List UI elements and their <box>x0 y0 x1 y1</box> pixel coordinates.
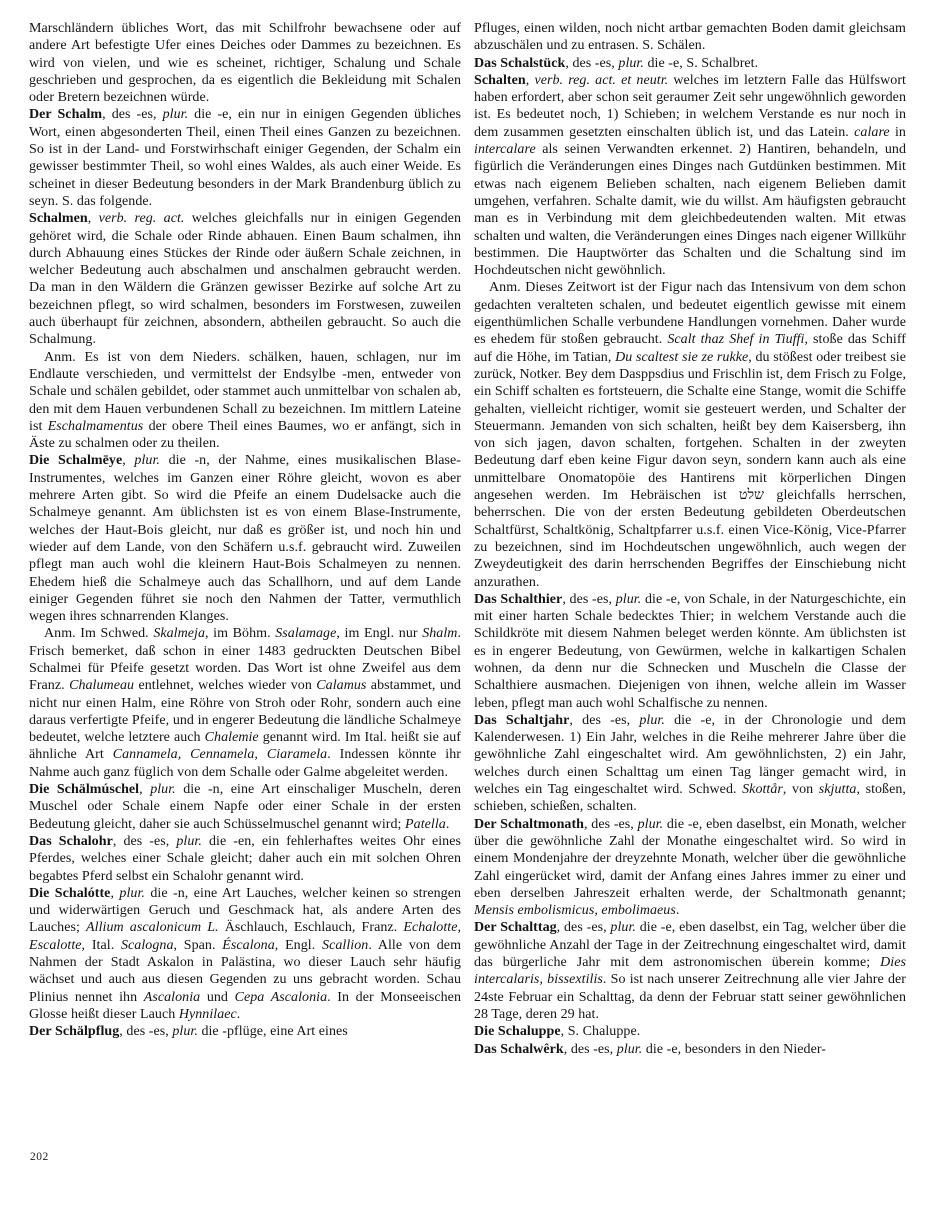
dictionary-entry <box>29 106 461 210</box>
dictionary-entry <box>474 1041 906 1058</box>
body-text: , stoßen, schieben, schießen, schalten. <box>474 782 906 815</box>
italic-term: Éscalona <box>222 937 275 953</box>
body-text: , von <box>782 782 819 798</box>
entry-headword: Schalmen <box>29 211 88 227</box>
body-text: , des -es, <box>584 816 638 832</box>
dictionary-entry <box>29 833 461 885</box>
text-columns <box>29 20 913 1058</box>
body-text: Anm. Es ist von dem Nieders. schälken, hauen, schlagen, nur im Endlaute verschieden, und vermittelst der Endsylbe -men, entweder von Schale und schälen gebildet, oder stammet auch unmittelbar von schalen ab, den mit dem Hauen verbundenen Schall zu bezeichnen. Im mittlern Lateine ist <box>29 349 461 434</box>
body-text: als seinen Verwandten erkennet. 2) Hantiren, behandeln, und figürlich die Veränderungen eines Dinges nach Gutdünken bestimmen. Mit etwas nach eigenem Belieben schalten, nach eigenem Belieben damit umgehen, verfahren. Schalte damit, wie du willst. Am häufigsten gebraucht man es in Verbindung mit dem gleichbedeutenden walten. Mit etwas schalten und walten, die Veränderungen eines Dinges nach eigener Willkühr bestimmen. Die Hauptwörter das Schalten und die Schaltung sind im Hochdeutschen nicht gewöhnlich. <box>474 142 906 279</box>
body-text: die -e, eben daselbst, ein Monath, welcher über die gewöhnliche Zahl der Monathe eingeschaltet wird. So wird in einem Mondenjahre der dreyzehnte Monath, welcher über die gewöhnliche Zahl eingerücket wird, damit der Anfang eines Jahres immer zu einer und eben derselben Jahreszeit erhalten werde, der Schaltmonath genannt; <box>474 816 906 901</box>
italic-term: Skalmeja <box>153 626 206 642</box>
body-text: die -n, eine Art einschaliger Muscheln, deren Muschel oder Schale einem Napfe oder einer Schale in der ersten Bedeutung gleicht, daher sie auch Schüsselmuschel genannt wird; <box>29 782 461 832</box>
entry-headword: Das Schalohr <box>29 833 113 849</box>
italic-term: Hynnilaec <box>178 1006 237 1022</box>
body-text: , des -es, <box>565 55 619 71</box>
italic-term: Patella <box>405 816 446 832</box>
italic-term: calare <box>854 124 890 140</box>
body-text: die -e, eben daselbst, ein Tag, welcher über die gewöhnliche Anzahl der Tage in der Zeitrechnung eingeschaltet wird, damit das bürgerliche Jahr mit dem astronomischen überein komme; <box>474 920 906 971</box>
italic-term: plur. <box>172 1024 198 1040</box>
body-text: , des -es, <box>102 107 163 123</box>
dictionary-entry <box>29 1023 461 1040</box>
entry-headword: Das Schalthier <box>474 591 563 607</box>
italic-term: plur. <box>618 55 644 71</box>
body-text: die -n, eine Art Lauches, welcher keinen so strengen und widerwärtigen Geruch und Geschmack hat, als andere Arten des Lauches; <box>29 885 462 936</box>
italic-term: Mensis embolismicus, embolimaeus <box>474 903 676 919</box>
annotation-paragraph <box>29 625 461 781</box>
entry-headword: Der Schälpflug <box>29 1024 120 1040</box>
italic-term: Scalogna <box>120 937 174 953</box>
italic-term: Eschalmamentus <box>47 418 144 434</box>
page-number: 202 <box>30 1151 49 1163</box>
body-text: Pfluges, einen wilden, noch nicht artbar gemachten Boden damit gleichsam abzuschälen und zu entrasen. S. Schälen. <box>474 21 906 54</box>
body-text: der obere Theil eines Baumes, wo er anfängt, sich in Äste zu schalmen oder zu theilen. <box>29 418 461 452</box>
body-text: , Span. <box>173 937 223 953</box>
italic-term: Du scaltest sie ze rukke <box>615 349 749 365</box>
italic-term: Scallion <box>322 937 369 953</box>
entry-headword: Der Schaltmonath <box>474 816 584 832</box>
italic-term: verb. reg. act. <box>98 211 185 227</box>
body-text: . In der Monseeischen Glosse heißt dieser Lauch <box>29 989 462 1022</box>
entry-headword: Die Schalmēye <box>29 453 123 469</box>
body-text: die -e, S. Schalbret. <box>643 55 759 71</box>
body-text: die -e, in der Chronologie und dem Kalenderwesen. 1) Ein Jahr, welches in die Reihe mehrerer Jahre über die gewöhnliche Zahl eingeschaltet wird. Am gewöhnlichsten, 2) ein Jahr, welches durch einen Schalttag um einen Tag länger gemacht wird, in welches ein Tag eingeschaltet wird. Schwed. <box>474 712 906 798</box>
body-text: , du stößest oder treibest sie zurück, Notker. Bey dem Dasppsdius und Frischlin ist, dem Frisch zu Folge, ein Schiff schalten es fortsteuern, die Schalte eine Stange, womit die Schiffe gehalten, vielleicht richtiger, womit sie gesteuert werden, und Schalter der Steuermann. Jemanden von sich schalten, heißt bey dem Kaisersberg, ihn von sich jagen, davon schalten, fortgehen. Schalten in der zweyten Bedeutung darf eben keine Figur davon seyn, sondern kann auch als eine unmittelbare Onomatopöie des Hantirens mit körperlichen Dingen angesehen werden. Im Hebräischen ist שלט gleichfalls herrschen, beherrschen. Die von der ersten Bedeutung gebildeten Oberdeutschen Schaltfürst, Schaltkönig, Schaltpfarrer u.s.f. einen Vice-König, Vice-Pfarrer zu bezeichnen, sind im Hochdeutschen ungewöhnlich, auch wegen der Zweydeutigkeit des darin herrschenden Begriffes der Einschiebung nicht anzurathen. <box>474 349 906 590</box>
italic-term: plur. <box>162 107 189 123</box>
body-text: welches gleichfalls nur in einigen Gegenden gehöret wird, die Schale oder Rinde abhauen. Einen Baum schalmen, ihn durch Abhauung eines Stückes der Rinde oder äußern Schale zeichnen, in welcher Bedeutung auch abschalmen und anschalmen gebraucht werden. Da man in den Wäldern die Gränzen gewisser Bezirke auf solche Art zu bezeichnen pflegt, so wird schalmen, besonders im Forstwesen, zuweilen auch überhaupt für zeichnen, absondern, abtheilen gebraucht. So auch die Schalmung. <box>29 211 461 348</box>
italic-term: plur. <box>616 1041 643 1057</box>
italic-term: Ascalonia <box>143 989 201 1005</box>
italic-term: plur. <box>610 920 636 936</box>
body-text: , <box>525 72 535 88</box>
body-text: abstammet, und nicht nur einen Halm, eine Röhre von Stroh oder Rohr, sondern auch eine daraus verfertigte Pfeife, und in engerer Bedeutung die ländliche Schalmeye bedeutet, welche letztere auch <box>29 678 461 746</box>
body-text: . Frisch bemerket, daß schon in einer 1483 gedruckten Deutschen Bibel Schalmei für Pfeife gesetzt worden. Das Wort ist ohne Zweifel aus dem Franz. <box>29 626 461 694</box>
entry-headword: Der Schalttag <box>474 920 557 936</box>
italic-term: plur. <box>639 712 665 728</box>
dictionary-entry <box>29 781 461 833</box>
body-text: . So ist nach unserer Zeitrechnung alle vier Jahre der 24ste Februar ein Schalttag, da denn der Februar statt seiner gewöhnlichen 28 Tage, deren 29 hat. <box>474 972 906 1022</box>
italic-term: plur. <box>637 816 664 832</box>
italic-term: plur. <box>134 453 160 469</box>
body-text: die -pflüge, eine Art eines <box>197 1024 348 1040</box>
text-column-right <box>474 20 906 1058</box>
dictionary-entry <box>29 210 461 348</box>
body-text: entlehnet, welches wieder von <box>134 678 317 694</box>
body-text: die -e, ein nur in einigen Gegenden übliches Wort, einen abgesonderten Theil, einen Theil eines Ganzen zu bezeichnen. So ist in der Land- und Forstwirhschaft einiger Gegenden, der Schalm ein gewisser bestimmter Theil, so wohl eines Waldes, als auch einer Weide. Es scheinet in dieser Bedeutung besonders in der Mark Brandenburg üblich zu seyn. S. das folgende. <box>29 107 461 209</box>
body-text: Äschlauch, Eschlauch, Franz. <box>218 920 404 936</box>
body-text: die -e, von Schale, in der Naturgeschichte, ein mit einer harten Schale bedecktes Thier; in welchem Verstande auch die Schildkröte mit diesem Nahmen beleget werden könnte. Am üblichsten ist es in engerer Bedeutung, von Gewürmen, welche in kalkartigen Schalen wohnen, da denn nur die Schnecken und Muscheln die Classe der Schalthiere ausmachen. Diejenigen von ihnen, welche allein im Wasser leben, pflegt man auch wohl Schalfische zu nennen. <box>474 591 907 711</box>
body-text: , Ital. <box>81 937 121 953</box>
body-text: , des -es, <box>562 591 616 607</box>
italic-term: Echalotte, Escalotte <box>29 920 462 953</box>
italic-term: Scalt thaz Shef in Tiuffi <box>667 332 805 348</box>
body-text: , des -es, <box>569 712 640 728</box>
italic-term: intercalare <box>474 142 536 158</box>
italic-term: Ssalamage <box>275 626 337 642</box>
entry-headword: Die Schaluppe <box>474 1024 561 1040</box>
body-text: die -e, besonders in den Nieder- <box>642 1041 827 1057</box>
body-text: und <box>200 989 235 1005</box>
body-text: welches im letztern Falle das Hülfswort haben erfordert, aber schon seit geraumer Zeit sehr ungewöhnlich geworden ist. Es bedeutet noch, 1) Schieben; in welchem Verstande es nur noch in dem zusammen gesetzten einschalten üblich ist, und das Latein. <box>474 72 906 140</box>
body-text: , des -es, <box>112 833 177 849</box>
body-text: , <box>110 885 120 901</box>
annotation-paragraph <box>474 279 906 590</box>
text-column-left <box>29 20 461 1058</box>
italic-term: plur. <box>176 833 202 849</box>
body-text: , <box>87 211 99 227</box>
body-text: , stoße das Schiff auf die Höhe, im Tatian, <box>474 332 907 365</box>
italic-term: Dies intercalaris, bissextilis <box>474 955 906 988</box>
entry-headword: Das Schalwêrk <box>474 1041 564 1057</box>
body-text: . Indessen könnte ihr Nahme auch ganz füglich von dem Schalle oder Galme abgeleitet werden. <box>29 747 461 780</box>
entry-headword: Das Schaltjahr <box>474 712 570 728</box>
dictionary-entry <box>474 816 906 920</box>
body-text: die -n, der Nahme, eines musikalischen Blase-Instrumentes, welches im Ganzen einer Röhre gleicht, wovon es aber mehrere Arten gibt. So wird die Pfeife an einem Dudelsacke auch die Schalmeye genannt. Am üblichsten ist es von einem Blase-Instrumente, welches der Haut-Bois gleicht, nur daß es größer ist, und noch hin und wieder auf dem Lande, von den Schäfern u.s.f. gebraucht wird. Zuweilen pflegt man auch wohl die kleinern Haut-Bois Schalmeyen zu nennen. Ehedem hieß die Schalmeye auch das Schallhorn, und auf dem Lande einiger Gegenden führet sie noch den Nahmen der Tatter, vermuthlich wegen ihres schnarrenden Klanges. <box>29 453 461 625</box>
dictionary-entry <box>474 919 906 1023</box>
dictionary-entry <box>474 55 906 72</box>
body-text: . Alle von dem Nahmen der Stadt Askalon in Palästina, wo dieser Lauch sehr häufig wächset und auch aus diesen Gegenden zu uns gebracht worden. Schau Plinius nennet ihn <box>29 937 462 1005</box>
dictionary-entry <box>474 1023 906 1040</box>
body-text: . <box>236 1006 241 1022</box>
body-text: Anm. Dieses Zeitwort ist der Figur nach das Intensivum von dem schon gedachten veralteten schalen, und bedeutet eigentlich gewisse mit einem eigenthümlichen Schalle verbundene Handlungen vornehmen. Daher wurde es ehedem für stoßen gebraucht. <box>474 280 906 348</box>
italic-term: verb. reg. act. et neutr. <box>534 72 669 88</box>
body-text: , des -es, <box>119 1024 173 1040</box>
body-text: . <box>675 903 680 919</box>
dictionary-entry <box>474 712 906 816</box>
italic-term: Chalemie <box>204 730 259 746</box>
italic-term: Shalm <box>422 626 458 642</box>
italic-term: Cannamela, Cennamela, Ciaramela <box>112 747 328 763</box>
entry-headword: Das Schalstück <box>474 55 566 71</box>
dictionary-entry <box>474 72 906 280</box>
entry-headword: Der Schalm <box>29 107 103 123</box>
body-text: Marschländern übliches Wort, das mit Schilfrohr bewachsene oder auf andere Art befestigte Ufer eines Deiches oder Dammes zu bezeichnen. Es wird von vielen, und wie es scheinet, richtiger, Schalung und Schale geschrieben und gesprochen, da es eigentlich die Bekleidung mit Schalen oder Bretern bezeichnen würde. <box>29 21 461 106</box>
body-text: , <box>139 782 151 798</box>
body-text: , im Böhm. <box>205 626 276 642</box>
italic-term: Allium ascalonicum L. <box>86 920 219 936</box>
body-text: , des -es, <box>556 920 611 936</box>
italic-term: Cepa Ascalonia <box>234 989 328 1005</box>
dictionary-entry <box>29 885 461 1023</box>
italic-term: Skottår <box>742 782 783 798</box>
body-text: , im Engl. nur <box>336 626 423 642</box>
body-text: in <box>889 124 906 140</box>
italic-term: skjutta <box>818 782 857 798</box>
italic-term: Calamus <box>316 678 367 694</box>
italic-term: Chalumeau <box>69 678 135 694</box>
body-text: , Engl. <box>274 937 323 953</box>
body-text: , S. Chaluppe. <box>560 1024 641 1040</box>
body-text: Anm. Im Schwed. <box>44 626 154 642</box>
annotation-paragraph <box>29 349 461 453</box>
dictionary-entry <box>474 591 906 712</box>
italic-term: plur. <box>615 591 642 607</box>
italic-term: plur. <box>119 885 145 901</box>
entry-headword: Die Schälmúschel <box>29 782 140 798</box>
dictionary-entry <box>29 452 461 625</box>
continuation-paragraph <box>29 20 461 106</box>
body-text: die -en, ein fehlerhaftes weites Ohr eines Pferdes, welches einer Schale gleicht; daher auch ein mit solchen Ohren begabtes Pferd selbst ein Schalohr genannt wird. <box>29 833 461 884</box>
body-text: , <box>122 453 135 469</box>
continuation-paragraph <box>474 20 906 55</box>
entry-headword: Die Schalótte <box>29 885 111 901</box>
italic-term: plur. <box>150 782 176 798</box>
body-text: , des -es, <box>563 1041 617 1057</box>
body-text: . <box>445 816 450 832</box>
entry-headword: Schalten <box>474 72 526 88</box>
body-text: genannt wird. Im Ital. heißt sie auf ähnliche Art <box>29 730 461 763</box>
